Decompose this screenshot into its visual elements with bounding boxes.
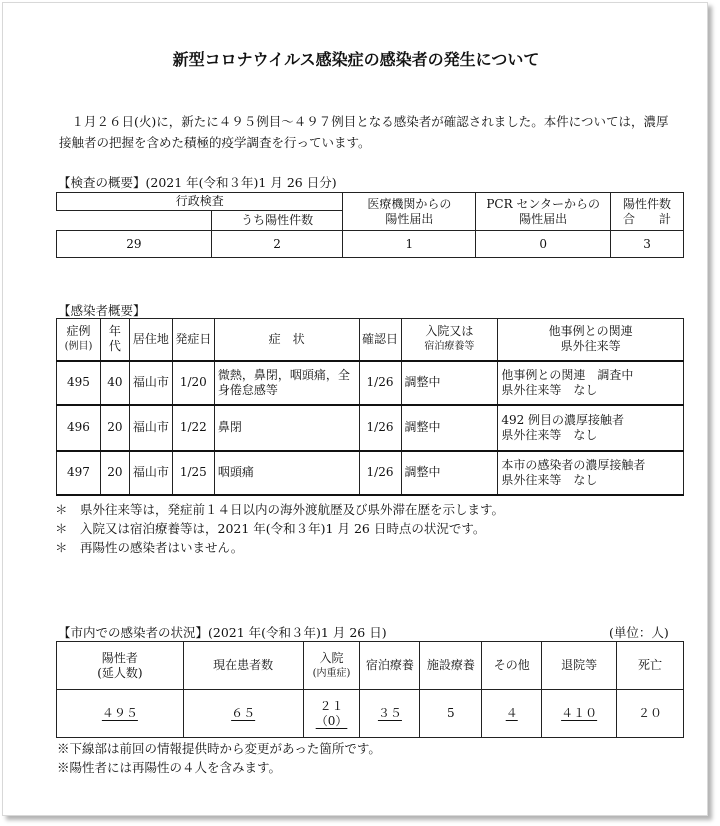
value-positive: ４９５: [101, 706, 138, 720]
case-symptoms: 咽頭痛: [214, 451, 359, 495]
document-page: [2, 2, 708, 816]
value-hosp-severe: （0）: [315, 713, 348, 728]
header-admin: 行政検査: [57, 193, 343, 211]
case-travel: 県外往来等 なし: [501, 382, 598, 397]
header-other: その他: [482, 642, 542, 690]
table-row: [57, 451, 684, 495]
value-deaths: ２０: [617, 690, 684, 738]
case-onset: 1/25: [172, 451, 214, 495]
header-confirmed: 確認日: [359, 319, 401, 361]
case-travel: 県外往来等 なし: [501, 427, 598, 442]
case-age: 20: [100, 451, 129, 495]
header-facility: 施設療養: [420, 642, 482, 690]
note: ＊ 入院又は宿泊療養等は，2021 年(令和３年)1 月 26 日時点の状況です。: [55, 521, 486, 536]
case-symptoms: 鼻閉: [214, 405, 359, 451]
intro-paragraph: １月２６日(火)に，新たに４９５例目～４９７例目となる感染者が確認されました。本件については，濃厚接触者の把握を含めた積極的疫学調査を行っています。: [59, 114, 669, 150]
header-hospital-sub: 宿泊療養等: [424, 341, 475, 353]
header-current: 現在患者数: [183, 642, 303, 690]
case-symptoms: 微熱，鼻閉，咽頭痛，全身倦怠感等: [214, 361, 359, 405]
header-relation-sub: 県外往来等: [560, 339, 621, 354]
case-no: 495: [57, 361, 101, 405]
value-current: ６５: [231, 706, 256, 720]
header-hosp-sub: (内重症): [312, 667, 351, 679]
value-pcr: 0: [476, 231, 611, 258]
table-row: [57, 405, 684, 451]
page-title: 新型コロナウイルス感染症の感染者の発生について: [172, 50, 540, 69]
note: ＊ 再陽性の感染者はいません。: [55, 540, 244, 555]
case-age: 20: [100, 405, 129, 451]
testing-table: [56, 192, 684, 258]
case-onset: 1/22: [172, 405, 214, 451]
header-hospital: 入院又は: [425, 324, 474, 339]
header-pcr: PCR センターからの 陽性届出: [476, 193, 611, 231]
value-admin-positive: 2: [211, 231, 343, 258]
case-residence: 福山市: [129, 405, 172, 451]
cases-table: [56, 318, 684, 496]
status-heading: 【市内での感染者の状況】(2021 年(令和３年)1 月 26 日): [58, 625, 387, 640]
value-discharged: ４１０: [561, 706, 598, 720]
case-confirmed: 1/26: [359, 451, 401, 495]
header-medical: 医療機関からの 陽性届出: [343, 193, 476, 231]
case-confirmed: 1/26: [359, 361, 401, 405]
note: ※陽性者には再陽性の４人を含みます。: [57, 760, 282, 775]
case-status: 調整中: [401, 451, 498, 495]
note: ※下線部は前回の情報提供時から変更があった箇所です。: [57, 741, 381, 756]
status-table: [56, 641, 684, 738]
header-symptoms: 症 状: [214, 319, 359, 361]
header-residence: 居住地: [129, 319, 172, 361]
header-onset: 発症日: [172, 319, 214, 361]
testing-heading: 【検査の概要】(2021 年(令和３年)1 月 26 日分): [58, 175, 337, 190]
case-relation: 本市の感染者の濃厚接触者: [501, 457, 646, 472]
value-hosp: ２１: [319, 698, 344, 713]
header-case-no: 症例: [66, 324, 91, 339]
header-hotel: 宿泊療養: [360, 642, 420, 690]
case-age: 40: [100, 361, 129, 405]
status-notes: [57, 739, 381, 777]
cases-heading: 【感染者概要】: [58, 303, 146, 318]
header-age: 年代: [100, 319, 129, 361]
table-row: [57, 361, 684, 405]
case-relation: 他事例との関連 調査中: [501, 367, 634, 382]
case-residence: 福山市: [129, 361, 172, 405]
value-admin: 29: [57, 231, 212, 258]
value-medical: 1: [343, 231, 476, 258]
case-no: 497: [57, 451, 101, 495]
header-relation: 他事例との関連: [548, 324, 633, 339]
case-residence: 福山市: [129, 451, 172, 495]
header-positive-sub: (延人数): [97, 665, 143, 680]
header-positive: 陽性者: [101, 650, 138, 665]
header-case-no-sub: (例目): [64, 341, 93, 353]
header-deaths: 死亡: [617, 642, 684, 690]
case-confirmed: 1/26: [359, 405, 401, 451]
header-admin-positive: うち陽性件数: [211, 211, 343, 231]
case-travel: 県外往来等 なし: [501, 472, 598, 487]
value-total: 3: [611, 231, 684, 258]
unit-label: (単位：人): [609, 625, 669, 640]
note: ＊ 県外往来等は，発症前１４日以内の海外渡航歴及び県外滞在歴を示します。: [55, 502, 505, 517]
value-hotel: ３５: [377, 706, 402, 720]
case-relation: 492 例目の濃厚接触者: [501, 412, 625, 427]
header-total: 陽性件数 合 計: [611, 193, 684, 231]
case-no: 496: [57, 405, 101, 451]
value-facility: 5: [420, 690, 482, 738]
case-status: 調整中: [401, 405, 498, 451]
case-notes: [55, 500, 504, 557]
header-discharged: 退院等: [542, 642, 617, 690]
case-status: 調整中: [401, 361, 498, 405]
header-hosp: 入院: [319, 650, 344, 665]
case-onset: 1/20: [172, 361, 214, 405]
value-other: ４: [505, 706, 518, 720]
